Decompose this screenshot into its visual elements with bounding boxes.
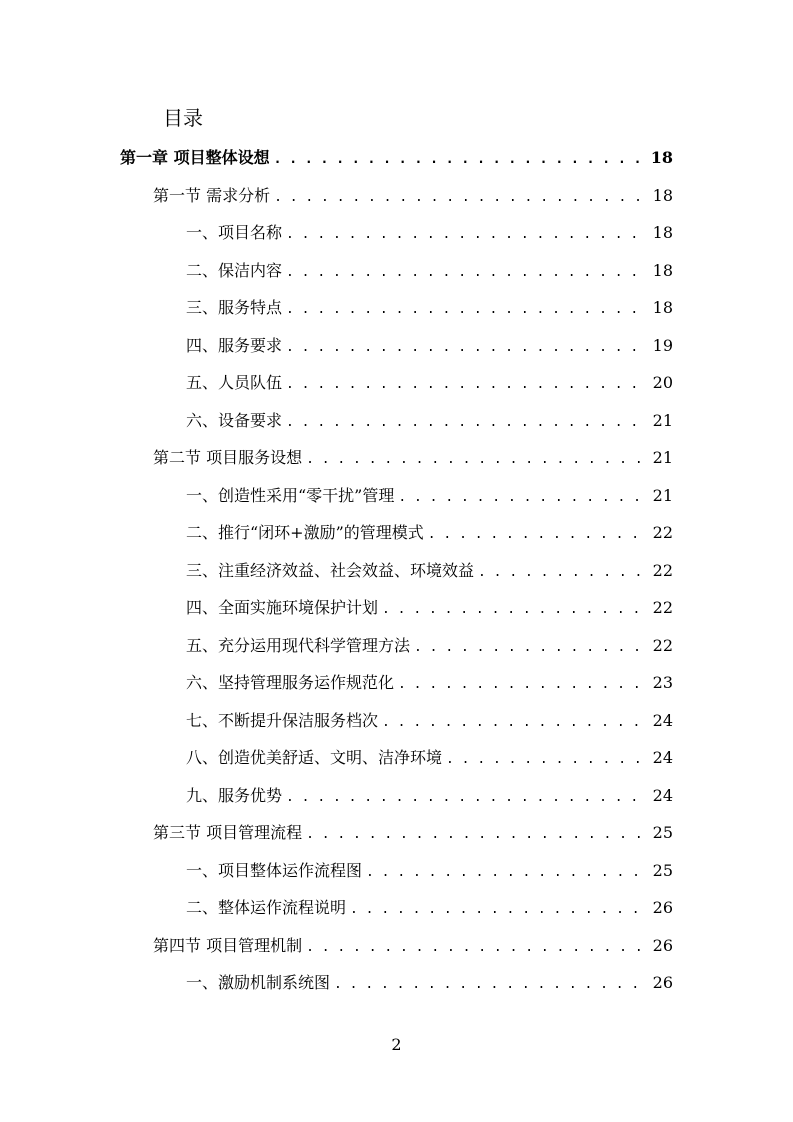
- toc-entry[interactable]: [153, 821, 673, 845]
- toc-entry-page: 18: [652, 223, 673, 242]
- toc-entry-label: 六、设备要求: [186, 411, 283, 430]
- toc-dot-leader: [286, 373, 649, 397]
- toc-entry[interactable]: [186, 709, 673, 733]
- toc-entry-label: 一、项目整体运作流程图: [186, 861, 363, 880]
- toc-dot-leader: [398, 486, 648, 510]
- toc-entry[interactable]: [186, 371, 673, 395]
- toc-entry[interactable]: [186, 859, 673, 883]
- toc-entry-page: 18: [652, 261, 673, 280]
- toc-dot-leader: [366, 861, 649, 885]
- toc-dot-leader: [382, 711, 649, 735]
- toc-entry-label: 五、人员队伍: [186, 373, 283, 392]
- toc-entry[interactable]: [153, 934, 673, 958]
- toc-entry-page: 21: [652, 486, 673, 505]
- toc-entry-label: 三、服务特点: [186, 298, 283, 317]
- toc-entry[interactable]: [153, 184, 673, 208]
- toc-dot-leader: [286, 786, 649, 810]
- toc-entry-label: 五、充分运用现代科学管理方法: [186, 636, 411, 655]
- toc-entry[interactable]: [186, 784, 673, 808]
- toc-entry-label: 八、创造优美舒适、文明、洁净环境: [186, 748, 443, 767]
- toc-dot-leader: [286, 411, 649, 435]
- toc-entry-page: 24: [652, 748, 673, 767]
- toc-entry-label: 九、服务优势: [186, 786, 283, 805]
- toc-entry-label: 一、创造性采用“零干扰”管理: [186, 486, 395, 505]
- toc-entry[interactable]: [186, 521, 673, 545]
- toc-dot-leader: [382, 598, 649, 622]
- toc-entry-page: 26: [652, 936, 673, 955]
- toc-dot-leader: [274, 148, 647, 172]
- toc-entry-page: 18: [652, 186, 673, 205]
- toc-entry-page: 26: [652, 973, 673, 992]
- toc-dot-leader: [274, 186, 649, 210]
- toc-entry-label: 四、全面实施环境保护计划: [186, 598, 379, 617]
- toc-entry[interactable]: [186, 334, 673, 358]
- toc-entry-page: 22: [652, 636, 673, 655]
- toc-entry-label: 六、坚持管理服务运作规范化: [186, 673, 395, 692]
- toc-dot-leader: [446, 748, 649, 772]
- toc-entry[interactable]: [186, 896, 673, 920]
- toc-entry-label: 第一章 项目整体设想: [120, 148, 270, 167]
- toc-entry-label: 一、激励机制系统图: [186, 973, 331, 992]
- toc-entry-page: 18: [652, 298, 673, 317]
- toc-entry-page: 20: [652, 373, 673, 392]
- toc-dot-leader: [286, 261, 649, 285]
- toc-dot-leader: [414, 636, 649, 660]
- toc-entry[interactable]: [186, 559, 673, 583]
- toc-entry-label: 第四节 项目管理机制: [153, 936, 303, 955]
- toc-entry-page: 21: [652, 448, 673, 467]
- toc-entry-page: 24: [652, 711, 673, 730]
- toc-dot-leader: [306, 448, 649, 472]
- toc-entry-label: 第三节 项目管理流程: [153, 823, 303, 842]
- toc-entry-page: 25: [652, 861, 673, 880]
- toc-dot-leader: [286, 336, 649, 360]
- toc-entry-label: 第二节 项目服务设想: [153, 448, 303, 467]
- toc-entry[interactable]: [186, 971, 673, 995]
- toc-dot-leader: [306, 936, 649, 960]
- toc-dot-leader: [478, 561, 649, 585]
- toc-entry-label: 七、不断提升保洁服务档次: [186, 711, 379, 730]
- toc-entry-page: 18: [650, 148, 673, 167]
- toc-entry[interactable]: [186, 596, 673, 620]
- toc-entry-label: 二、推行“闭环+激励”的管理模式: [186, 523, 424, 542]
- toc-entry[interactable]: [186, 746, 673, 770]
- toc-entry-page: 22: [652, 523, 673, 542]
- toc-entry-page: 25: [652, 823, 673, 842]
- toc-entry-page: 23: [652, 673, 673, 692]
- toc-entry[interactable]: [186, 634, 673, 658]
- toc-dot-leader: [306, 823, 649, 847]
- toc-dot-leader: [428, 523, 649, 547]
- toc-entry-label: 三、注重经济效益、社会效益、环境效益: [186, 561, 475, 580]
- toc-entry[interactable]: [186, 259, 673, 283]
- page-number: 2: [391, 1035, 402, 1054]
- toc-entry[interactable]: [186, 484, 673, 508]
- toc-entry-page: 22: [652, 561, 673, 580]
- toc-entry-page: 22: [652, 598, 673, 617]
- toc-entry[interactable]: [186, 296, 673, 320]
- toc-dot-leader: [334, 973, 649, 997]
- toc-dot-leader: [286, 298, 649, 322]
- toc-entry[interactable]: [186, 409, 673, 433]
- toc-entry-page: 19: [652, 336, 673, 355]
- toc-entry-label: 四、服务要求: [186, 336, 283, 355]
- toc-entry-label: 第一节 需求分析: [153, 186, 271, 205]
- toc-dot-leader: [286, 223, 649, 247]
- toc-entry-page: 26: [652, 898, 673, 917]
- toc-entry-label: 一、项目名称: [186, 223, 283, 242]
- toc-entry[interactable]: [186, 671, 673, 695]
- toc-dot-leader: [398, 673, 649, 697]
- toc-entry[interactable]: [153, 446, 673, 470]
- toc-title: 目录: [163, 106, 203, 130]
- toc-entry-page: 24: [652, 786, 673, 805]
- toc-entry[interactable]: [120, 146, 673, 170]
- toc-entry-page: 21: [652, 411, 673, 430]
- toc-entry-label: 二、保洁内容: [186, 261, 283, 280]
- toc-entry-label: 二、整体运作流程说明: [186, 898, 347, 917]
- toc-entry[interactable]: [186, 221, 673, 245]
- toc-dot-leader: [350, 898, 649, 922]
